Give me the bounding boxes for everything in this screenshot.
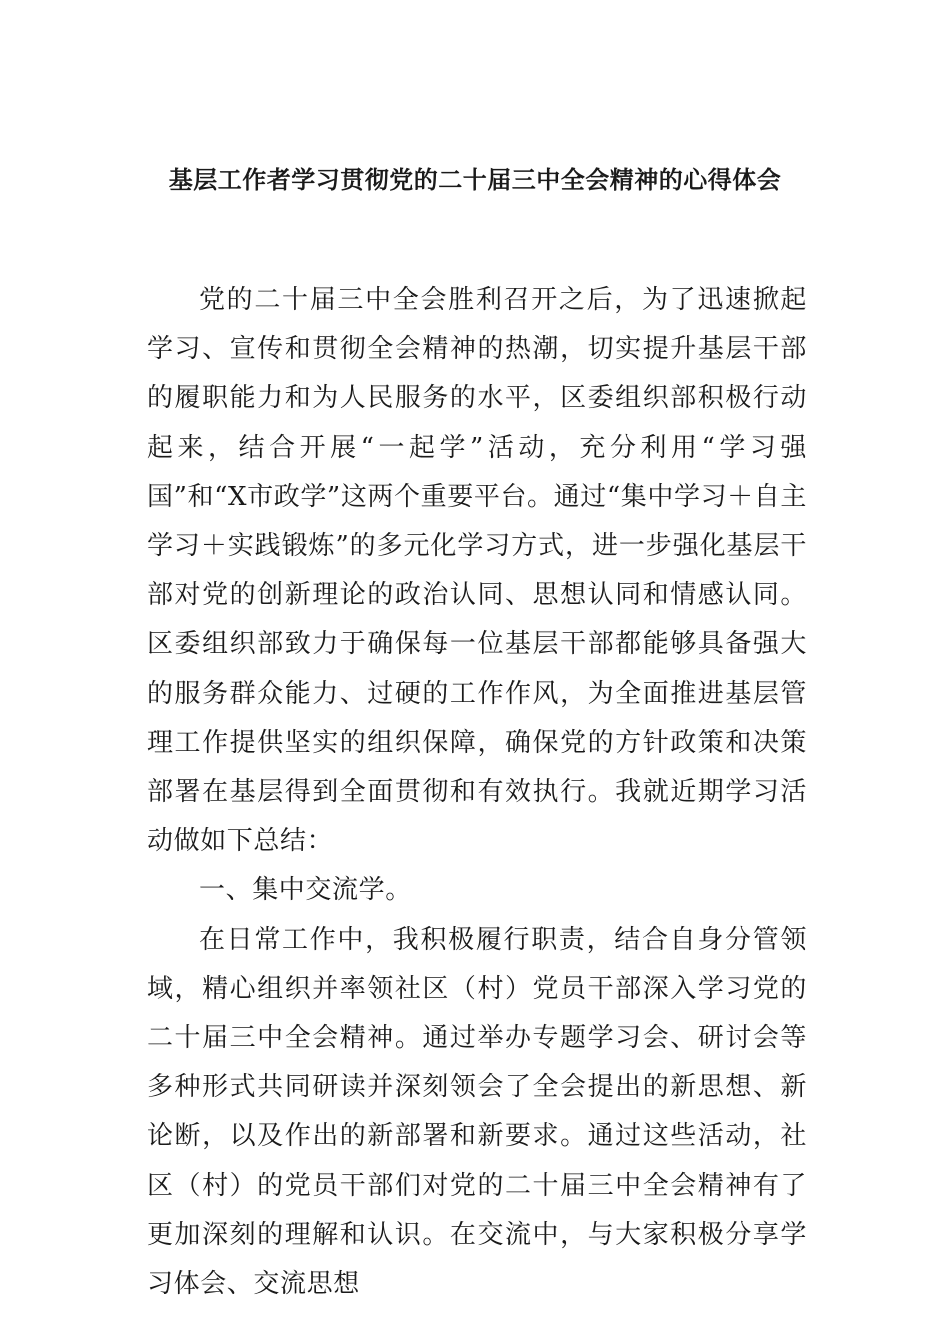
paragraph-intro: 党的二十届三中全会胜利召开之后，为了迅速掀起学习、宣传和贯彻全会精神的热潮，切实提升基层干部的履职能力和为人民服务的水平，区委组织部积极行动起来，结合开展“一起学”活动，充分利用“学习强国”和“X市政学”这两个重要平台。通过“集中学习＋自主学习＋实践锻炼”的多元化学习方式，进一步强化基层干部对党的创新理论的政治认同、思想认同和情感认同。区委组织部致力于确保每一位基层干部都能够具备强大的服务群众能力、过硬的工作作风，为全面推进基层管理工作提供坚实的组织保障，确保党的方针政策和决策部署在基层得到全面贯彻和有效执行。我就近期学习活动做如下总结： (147, 285, 807, 857)
document-title: 基层工作者学习贯彻党的二十届三中全会精神的心得体会 (168, 165, 782, 194)
paragraph-section-1: 在日常工作中，我积极履行职责，结合自身分管领域，精心组织并率领社区（村）党员干部深入学习党的二十届三中全会精神。通过举办专题学习会、研讨会等多种形式共同研读并深刻领会了全会提出的新思想、新论断，以及作出的新部署和新要求。通过这些活动，社区（村）的党员干部们对党的二十届三中全会精神有了更加深刻的理解和认识。在交流中，与大家积极分享学习体会、交流思想 (147, 924, 807, 1300)
section-heading-1: 一、集中交流学。 (199, 875, 412, 906)
document-body (147, 276, 807, 1309)
